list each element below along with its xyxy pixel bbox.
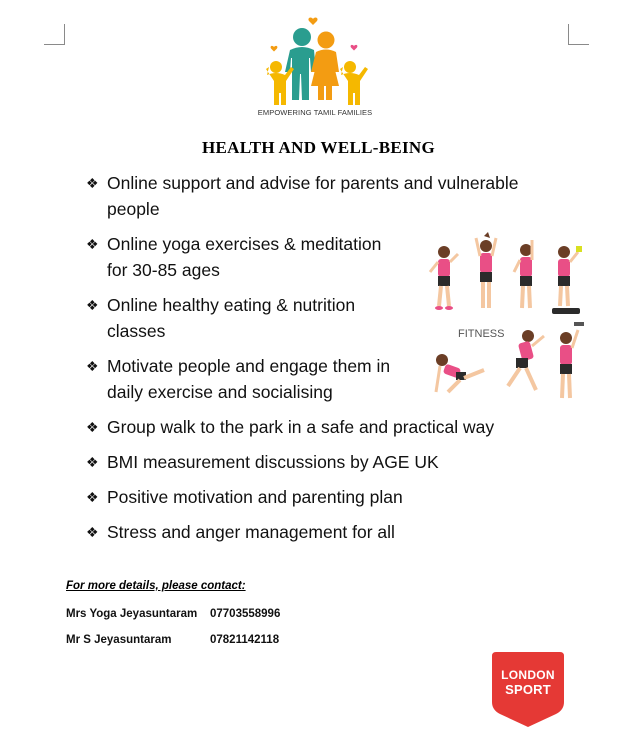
sponsor-line1: LONDON	[501, 668, 555, 682]
list-item-line: for 30-85 ages	[107, 260, 220, 280]
contact-heading-text: For more details, please contact:	[66, 580, 246, 592]
list-item	[86, 414, 566, 440]
list-item-line: Stress and anger management for all	[107, 522, 395, 542]
list-item	[86, 484, 566, 510]
diamond-bullet-icon: ❖	[86, 489, 99, 505]
contact-name: Mrs Yoga Jeyasuntaram	[66, 608, 198, 620]
diamond-bullet-icon: ❖	[86, 454, 99, 470]
fitness-illustration	[428, 232, 588, 402]
fitness-label: FITNESS	[458, 328, 505, 340]
diamond-bullet-icon: ❖	[86, 236, 99, 252]
contact-phone: 07703558996	[210, 608, 281, 620]
contact-heading	[66, 580, 246, 592]
fitness-figures-icon	[428, 232, 588, 402]
list-item-line: Online healthy eating & nutrition	[107, 295, 356, 315]
diamond-bullet-icon: ❖	[86, 358, 99, 374]
london-sport-logo	[492, 652, 564, 727]
page-title: HEALTH AND WELL-BEING	[201, 138, 436, 157]
list-item-line: Group walk to the park in a safe and practical way	[107, 417, 495, 437]
contact-name: Mr S Jeyasuntaram	[66, 634, 172, 646]
page-corner-mark-top-left	[44, 24, 65, 45]
list-item-line: daily exercise and socialising	[107, 382, 333, 402]
diamond-bullet-icon: ❖	[86, 524, 99, 540]
list-item	[86, 292, 406, 344]
list-item-line: Online yoga exercises & meditation	[107, 234, 382, 254]
list-item	[86, 449, 566, 475]
page-corner-mark-top-right	[568, 24, 589, 45]
list-item-line: Online support and advise for parents and vulnerable	[107, 173, 519, 193]
diamond-bullet-icon: ❖	[86, 419, 99, 435]
family-logo-icon	[250, 12, 380, 108]
sponsor-line2: SPORT	[505, 682, 551, 697]
list-item-line: classes	[107, 321, 166, 341]
list-item-line: BMI measurement discussions by AGE UK	[107, 452, 439, 472]
list-item-line: people	[107, 199, 160, 219]
list-item	[86, 353, 421, 405]
contact-row	[66, 634, 280, 646]
list-item-line: Motivate people and engage them in	[107, 356, 391, 376]
logo-text: EMPOWERING TAMIL FAMILIES	[257, 108, 373, 117]
logo	[250, 12, 380, 124]
list-item	[86, 231, 406, 283]
list-item-line: Positive motivation and parenting plan	[107, 487, 403, 507]
list-item	[86, 170, 546, 222]
diamond-bullet-icon: ❖	[86, 175, 99, 191]
contact-phone: 07821142118	[210, 634, 280, 646]
list-item	[86, 519, 566, 545]
diamond-bullet-icon: ❖	[86, 297, 99, 313]
contact-row	[66, 608, 281, 620]
